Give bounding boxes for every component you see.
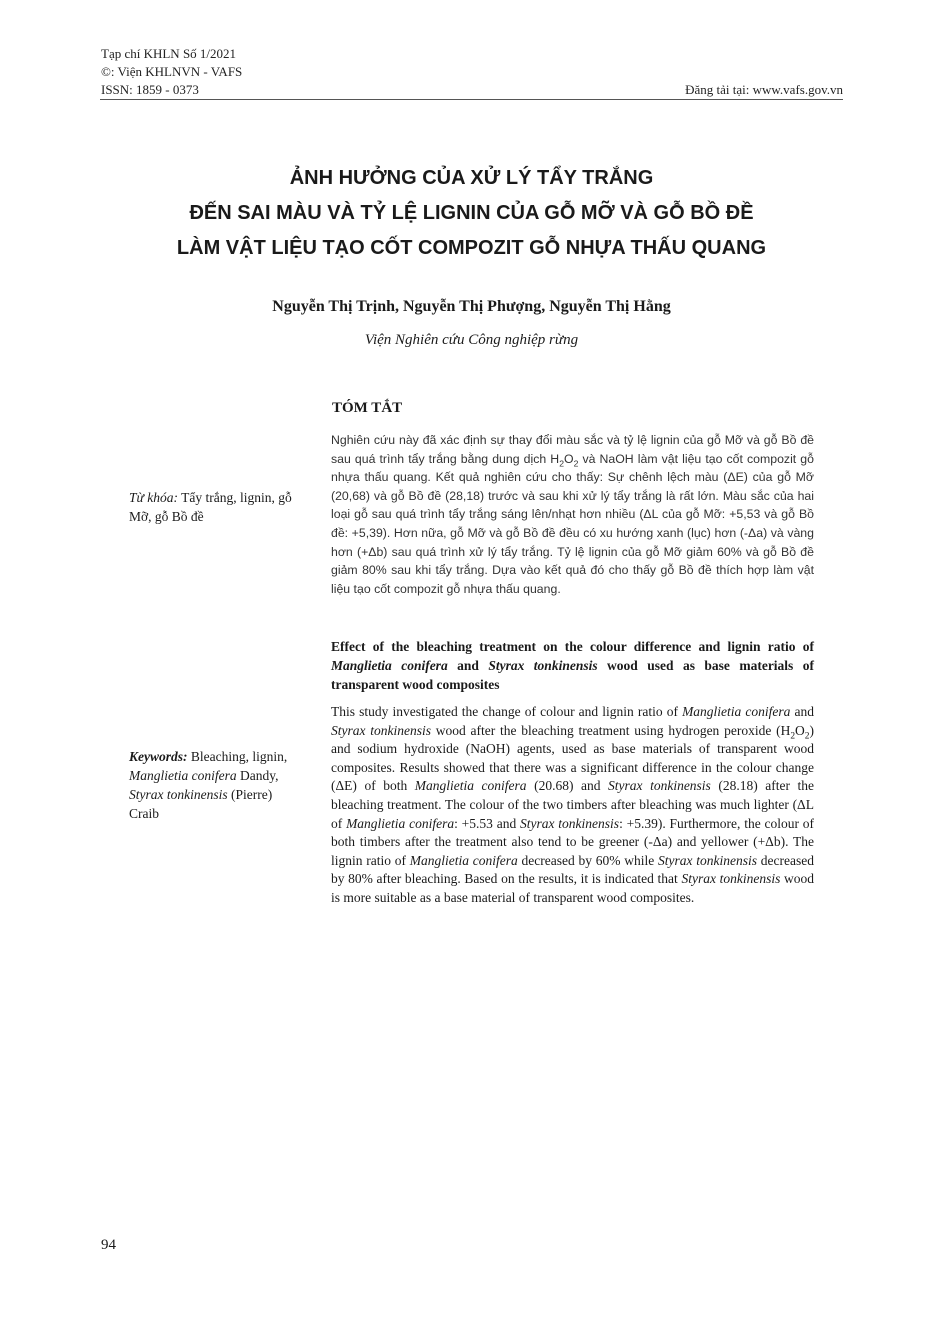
title-line-3: LÀM VẬT LIỆU TẠO CỐT COMPOZIT GỖ NHỰA THẤU QUANG [176, 237, 767, 259]
abstract-en-text: : +5.53 and [454, 815, 521, 831]
abstract-en [331, 703, 814, 908]
title-line-2: ĐẾN SAI MÀU VÀ TỶ LỆ LIGNIN CỦA GỖ MỠ VÀ GỖ BỒ ĐỀ [189, 202, 754, 224]
keywords-en [129, 747, 299, 823]
affiliation: Viện Nghiên cứu Công nghiệp rừng [364, 332, 579, 348]
en-title-part: Effect of the bleaching treatment on the colour difference and lignin ratio of [331, 639, 814, 654]
abstract-vi-part-1: Nghiên cứu này đã xác định sự thay đổi màu sắc và tỷ lệ lignin của gỗ Mỡ và gỗ Bồ đề sau quá trình tẩy trắng bằng dung dịch H [331, 433, 814, 466]
abstract-heading-vi: TÓM TẮT [332, 400, 403, 416]
keyword-text: (Pierre) Craib [129, 787, 273, 821]
keyword-text: Bleaching, lignin, [187, 749, 288, 764]
species-name: Styrax tonkinensis [129, 787, 228, 802]
species-name: Styrax tonkinensis [608, 778, 711, 794]
species-name: Styrax tonkinensis [331, 722, 432, 738]
abstract-en-text: decreased by 80% after bleaching. Based on the results, it is indicated that [331, 852, 815, 887]
abstract-en-text: : +5.39). Furthermore, the colour of both timbers after the treatment also tend to be greener (-Δa) and yellower (+Δb). The lignin ratio of [331, 815, 815, 868]
abstract-vi [331, 431, 814, 598]
page-number: 94 [101, 1237, 116, 1253]
header-divider [100, 99, 843, 100]
keyword-text: Dandy, [236, 768, 279, 783]
species-name: Styrax tonkinensis [681, 871, 781, 887]
species-name: Manglietia conifera [331, 658, 448, 673]
keywords-vi-list: Tẩy trắng, lignin, gỗ Mỡ, gỗ Bồ đề [129, 490, 292, 524]
h2o2-sub-2: 2 [573, 458, 579, 469]
h2o2-oxygen: O [563, 451, 574, 466]
keywords-vi-label: Từ khóa: [129, 490, 178, 505]
authors: Nguyễn Thị Trịnh, Nguyễn Thị Phượng, Nguyễn Thị Hằng [272, 298, 671, 315]
title-line-1: ẢNH HƯỞNG CỦA XỬ LÝ TẨY TRẮNG [289, 167, 654, 189]
journal-header [101, 45, 242, 99]
abstract-vi-part-2: và NaOH làm vật liệu tạo cốt compozit gỗ nhựa thấu quang. Kết quả nghiên cứu cho thấy: Sự chênh lệch màu (ΔE) của gỗ Mỡ (20,68) và gỗ Bồ đề (28,18) trước và sau khi xử lý tẩy trắng là rất lớn. Màu sắc của hai loại gỗ sau quá trình tẩy trắng sáng lên/nhạt hơn nhiều (ΔL của gỗ Mỡ: +5,53 và gỗ Bồ đề: +5,39). Hơn nữa, gỗ Mỡ và gỗ Bồ đề đều có xu hướng xanh (lục) hơn (-Δa) và vàng hơn (+Δb) sau quá trình xử lý tẩy trắng. Tỷ lệ lignin của gỗ Mỡ giảm 60% và gỗ Bồ đề giảm 80% sau khi tẩy trắng. Dựa vào kết quả đó cho thấy gỗ Bồ đề thích hợp làm vật liệu tạo cốt compozit gỗ nhựa thấu quang. [331, 451, 814, 596]
keywords-vi [129, 488, 299, 526]
abstract-en-text: wood is more suitable as a base material of transparent wood composites. [331, 871, 814, 905]
h2o2-sub-2: 2 [804, 731, 810, 742]
species-name: Manglietia conifera [682, 704, 791, 719]
species-name: Styrax tonkinensis [488, 658, 598, 673]
keywords-en-label: Keywords: [129, 749, 188, 764]
abstract-en-text: wood after the bleaching treatment using hydrogen peroxide (H [431, 722, 791, 738]
abstract-en-text: (28.18) after the bleaching treatment. The colour of the two timbers after bleaching was much lighter (ΔL of [331, 778, 815, 831]
species-name: Manglietia conifera [409, 852, 518, 868]
species-name: Manglietia conifera [414, 778, 527, 794]
abstract-en-text: decreased by 60% while [517, 852, 659, 868]
abstract-en-text: This study investigated the change of colour and lignin ratio of [331, 704, 683, 719]
en-title-part: and [447, 658, 489, 673]
species-name: Manglietia conifera [129, 768, 237, 783]
journal-name: Tạp chí KHLN Số 1/2021 [101, 46, 237, 61]
en-title-part: wood used as base materials of transparent wood composites [331, 658, 814, 692]
english-title [331, 637, 814, 694]
h2o2-sub-1: 2 [790, 731, 796, 742]
species-name: Styrax tonkinensis [658, 852, 758, 868]
h2o2-sub-1: 2 [559, 458, 564, 469]
abstract-en-text: (20.68) and [526, 778, 609, 794]
abstract-en-text: and [790, 704, 815, 719]
species-name: Styrax tonkinensis [520, 815, 620, 831]
abstract-en-text: ) and sodium hydroxide (NaOH) agents, used as base materials of transparent wood composites. Results showed that there was a significant difference in the colour change (ΔE) of both [331, 722, 815, 794]
h2o2-oxygen: O [795, 722, 805, 738]
copyright-line: ©: Viện KHLNVN - VAFS [101, 64, 243, 79]
issn-line: ISSN: 1859 - 0373 [101, 82, 199, 97]
species-name: Manglietia conifera [346, 815, 455, 831]
paper-title [0, 161, 943, 266]
published-at: Đăng tải tại: www.vafs.gov.vn [685, 82, 843, 97]
